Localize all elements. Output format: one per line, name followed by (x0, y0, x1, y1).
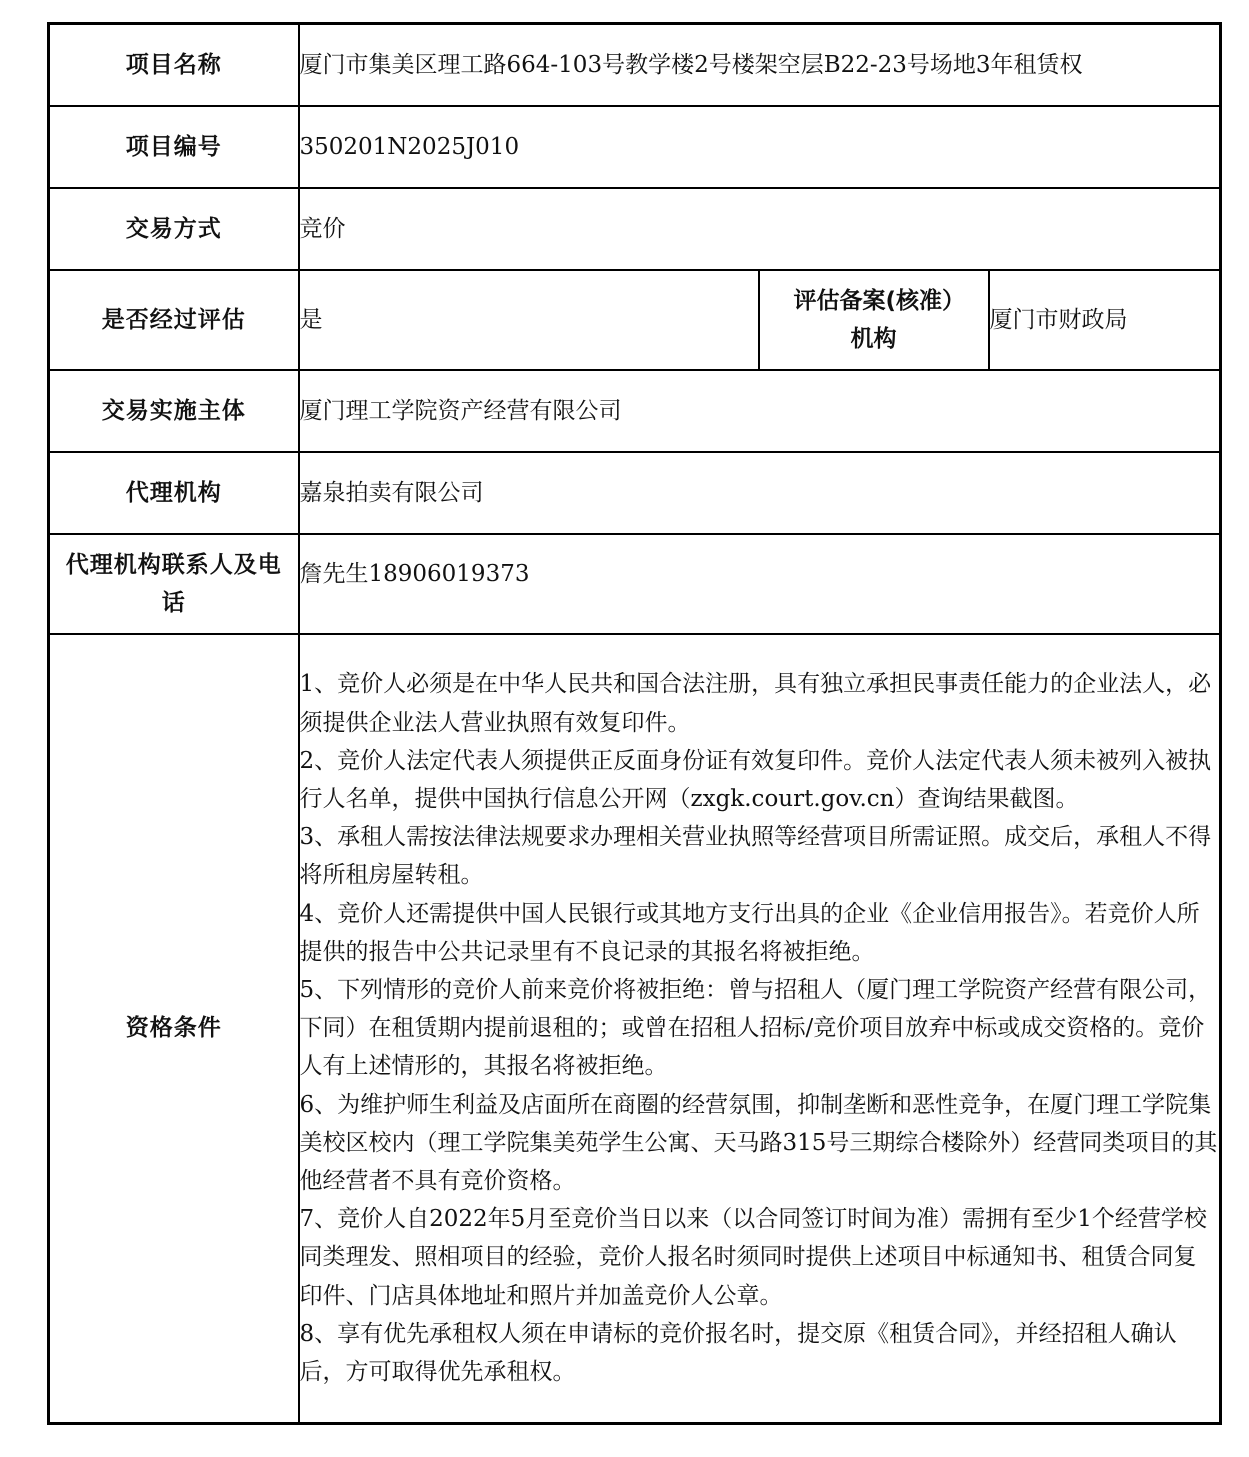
qualifications-content (299, 634, 1221, 1424)
row-qualifications (49, 634, 1221, 1424)
agency-label: 代理机构 (49, 452, 299, 534)
filing-agency-value: 厦门市财政局 (989, 270, 1221, 370)
trade-method-value: 竞价 (299, 188, 1221, 270)
row-trade-method (49, 188, 1221, 270)
project-info-table (47, 22, 1222, 1425)
row-trade-entity (49, 370, 1221, 452)
qualifications-label: 资格条件 (49, 634, 299, 1424)
row-evaluated (49, 270, 1221, 370)
qualification-item: 8、享有优先承租权人须在申请标的竞价报名时，提交原《租赁合同》，并经招租人确认后，方可取得优先承租权。 (299, 1320, 1177, 1385)
trade-method-label: 交易方式 (49, 188, 299, 270)
qualification-item: 4、竞价人还需提供中国人民银行或其地方支行出具的企业《企业信用报告》。若竞价人所提供的报告中公共记录里有不良记录的其报名将被拒绝。 (299, 900, 1200, 965)
filing-agency-label (759, 270, 989, 370)
row-agency (49, 452, 1221, 534)
qualification-item: 1、竞价人必须是在中华人民共和国合法注册，具有独立承担民事责任能力的企业法人，必须提供企业法人营业执照有效复印件。 (299, 671, 1212, 736)
agency-contact-label-text: 代理机构联系人及电话 (65, 551, 282, 616)
qualification-item: 5、下列情形的竞价人前来竞价将被拒绝：曾与招租人（厦门理工学院资产经营有限公司，下同）在租赁期内提前退租的；或曾在招租人招标/竞价项目放弃中标或成交资格的。竞价人有上述情形的，其报名将被拒绝。 (299, 976, 1212, 1080)
trade-entity-value: 厦门理工学院资产经营有限公司 (299, 370, 1221, 452)
qualification-item: 6、为维护师生利益及店面所在商圈的经营氛围，抑制垄断和恶性竞争，在厦门理工学院集美校区校内（理工学院集美苑学生公寓、天马路315号三期综合楼除外）经营同类项目的其他经营者不具有竞价资格。 (299, 1091, 1218, 1194)
row-project-number (49, 106, 1221, 188)
row-project-name (49, 24, 1221, 106)
agency-value: 嘉泉拍卖有限公司 (299, 452, 1221, 534)
qualification-item: 3、承租人需按法律法规要求办理相关营业执照等经营项目所需证照。成交后，承租人不得将所租房屋转租。 (299, 824, 1212, 889)
qualification-item: 7、竞价人自2022年5月至竞价当日以来（以合同签订时间为准）需拥有至少1个经营学校同类理发、照相项目的经验，竞价人报名时须同时提供上述项目中标通知书、租赁合同复印件、门店具体地址和照片并加盖竞价人公章。 (299, 1206, 1207, 1309)
qualification-item: 2、竞价人法定代表人须提供正反面身份证有效复印件。竞价人法定代表人须未被列入被执行人名单，提供中国执行信息公开网（zxgk.court.gov.cn）查询结果截图。 (299, 747, 1212, 812)
filing-agency-label-text: 评估备案(核准）机构 (793, 287, 954, 352)
project-number-label: 项目编号 (49, 106, 299, 188)
project-name-label: 项目名称 (49, 24, 299, 106)
evaluated-label: 是否经过评估 (49, 270, 299, 370)
agency-contact-value: 詹先生18906019373 (299, 534, 1221, 634)
row-agency-contact (49, 534, 1221, 634)
agency-contact-label (49, 534, 299, 634)
project-number-value: 350201N2025J010 (299, 106, 1221, 188)
project-name-value: 厦门市集美区理工路664-103号教学楼2号楼架空层B22-23号场地3年租赁权 (299, 24, 1221, 106)
trade-entity-label: 交易实施主体 (49, 370, 299, 452)
evaluated-value: 是 (299, 270, 759, 370)
